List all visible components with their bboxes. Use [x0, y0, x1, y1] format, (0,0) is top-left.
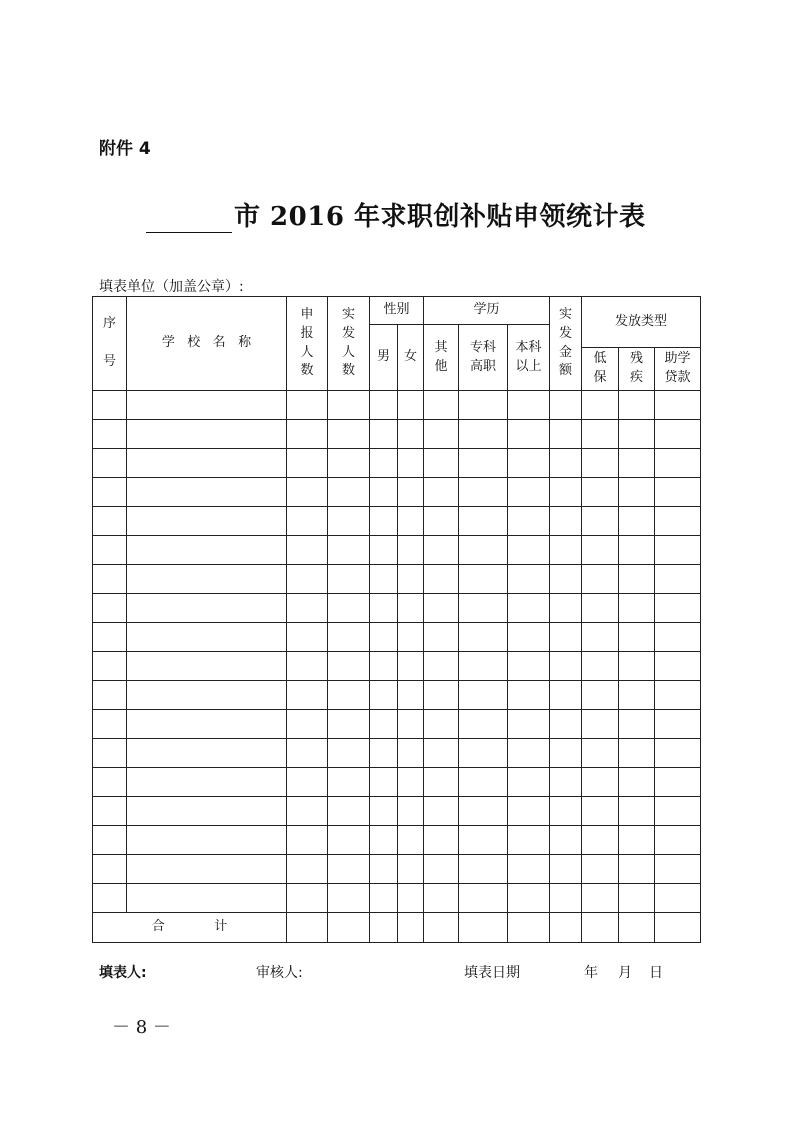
cell-school: [127, 884, 287, 913]
cell-dibao: [582, 826, 619, 855]
cell-female: [398, 652, 424, 681]
cell-bachelor: [508, 420, 550, 449]
header-school-name: 学 校 名 称: [127, 297, 287, 391]
header-type-low-income: 低 保: [582, 348, 619, 391]
cell-applied: [287, 623, 328, 652]
cell-applied: [287, 826, 328, 855]
cell-bachelor: [508, 565, 550, 594]
fill-date-label: 填表日期: [464, 965, 520, 981]
header-distribution-type: 发放类型: [582, 297, 701, 348]
cell-other: [424, 826, 459, 855]
cell-loan: [655, 478, 701, 507]
cell-seq: [93, 391, 127, 420]
header-edu-bachelor: 本科 以上: [508, 325, 550, 391]
page-number: － 8 －: [112, 1017, 171, 1038]
cell-dibao: [582, 420, 619, 449]
cell-disabled: [619, 565, 655, 594]
cell-loan: [655, 507, 701, 536]
cell-issued: [328, 652, 370, 681]
cell-other: [424, 565, 459, 594]
fill-unit-label: 填表单位（加盖公章）:: [99, 279, 244, 295]
cell-applied: [287, 710, 328, 739]
table-row: [93, 710, 701, 739]
cell-bachelor: [508, 797, 550, 826]
cell-female: [398, 391, 424, 420]
header-edu-junior-college: 专科 高职: [459, 325, 508, 391]
cell-loan: [655, 536, 701, 565]
cell-applied: [287, 797, 328, 826]
cell-applied: [287, 739, 328, 768]
table-row: [93, 565, 701, 594]
cell-male: [370, 478, 398, 507]
total-cell: [328, 913, 370, 943]
city-blank-line: [146, 198, 232, 233]
cell-bachelor: [508, 449, 550, 478]
total-cell: [287, 913, 328, 943]
cell-disabled: [619, 391, 655, 420]
cell-school: [127, 768, 287, 797]
cell-dibao: [582, 797, 619, 826]
cell-other: [424, 391, 459, 420]
cell-seq: [93, 710, 127, 739]
cell-disabled: [619, 855, 655, 884]
cell-female: [398, 797, 424, 826]
cell-issued: [328, 507, 370, 536]
cell-school: [127, 855, 287, 884]
cell-seq: [93, 739, 127, 768]
table-row: [93, 652, 701, 681]
table-row: [93, 739, 701, 768]
title-block: [146, 196, 645, 233]
statistics-table: [92, 296, 701, 943]
cell-disabled: [619, 652, 655, 681]
cell-male: [370, 623, 398, 652]
cell-junior: [459, 623, 508, 652]
cell-disabled: [619, 507, 655, 536]
table-row: [93, 623, 701, 652]
cell-amount: [550, 768, 582, 797]
cell-male: [370, 420, 398, 449]
cell-applied: [287, 768, 328, 797]
cell-junior: [459, 478, 508, 507]
cell-school: [127, 594, 287, 623]
cell-amount: [550, 391, 582, 420]
total-cell: [655, 913, 701, 943]
cell-loan: [655, 623, 701, 652]
cell-other: [424, 652, 459, 681]
cell-male: [370, 391, 398, 420]
cell-junior: [459, 768, 508, 797]
cell-loan: [655, 797, 701, 826]
cell-disabled: [619, 797, 655, 826]
cell-amount: [550, 449, 582, 478]
cell-other: [424, 507, 459, 536]
cell-junior: [459, 420, 508, 449]
cell-loan: [655, 391, 701, 420]
cell-female: [398, 507, 424, 536]
cell-disabled: [619, 768, 655, 797]
cell-male: [370, 681, 398, 710]
header-male: 男: [370, 325, 398, 391]
cell-bachelor: [508, 623, 550, 652]
cell-amount: [550, 710, 582, 739]
cell-issued: [328, 768, 370, 797]
cell-amount: [550, 478, 582, 507]
cell-female: [398, 449, 424, 478]
cell-disabled: [619, 623, 655, 652]
cell-loan: [655, 420, 701, 449]
cell-disabled: [619, 536, 655, 565]
total-row: [93, 913, 701, 943]
cell-issued: [328, 884, 370, 913]
cell-school: [127, 507, 287, 536]
cell-issued: [328, 536, 370, 565]
cell-male: [370, 739, 398, 768]
cell-dibao: [582, 768, 619, 797]
cell-bachelor: [508, 478, 550, 507]
cell-dibao: [582, 855, 619, 884]
cell-other: [424, 768, 459, 797]
cell-other: [424, 681, 459, 710]
reviewer-label: 审核人:: [256, 965, 303, 981]
cell-issued: [328, 565, 370, 594]
cell-issued: [328, 855, 370, 884]
cell-male: [370, 565, 398, 594]
year-label: 年: [584, 965, 598, 981]
cell-female: [398, 594, 424, 623]
cell-disabled: [619, 826, 655, 855]
cell-school: [127, 623, 287, 652]
table-row: [93, 855, 701, 884]
cell-other: [424, 449, 459, 478]
cell-seq: [93, 884, 127, 913]
cell-amount: [550, 652, 582, 681]
table-row: [93, 884, 701, 913]
cell-female: [398, 855, 424, 884]
cell-amount: [550, 594, 582, 623]
cell-applied: [287, 594, 328, 623]
cell-seq: [93, 478, 127, 507]
header-edu-other: 其 他: [424, 325, 459, 391]
cell-loan: [655, 710, 701, 739]
filler-label: 填表人:: [99, 965, 147, 981]
cell-loan: [655, 884, 701, 913]
cell-bachelor: [508, 884, 550, 913]
cell-issued: [328, 391, 370, 420]
cell-school: [127, 652, 287, 681]
cell-dibao: [582, 652, 619, 681]
cell-school: [127, 739, 287, 768]
cell-seq: [93, 681, 127, 710]
header-education: 学历: [424, 297, 550, 325]
cell-issued: [328, 739, 370, 768]
total-label: 合 计: [93, 913, 287, 943]
cell-bachelor: [508, 507, 550, 536]
cell-other: [424, 710, 459, 739]
cell-dibao: [582, 536, 619, 565]
cell-junior: [459, 449, 508, 478]
cell-school: [127, 710, 287, 739]
cell-amount: [550, 623, 582, 652]
cell-amount: [550, 507, 582, 536]
cell-disabled: [619, 449, 655, 478]
cell-other: [424, 478, 459, 507]
header-female: 女: [398, 325, 424, 391]
cell-issued: [328, 710, 370, 739]
cell-junior: [459, 739, 508, 768]
cell-female: [398, 565, 424, 594]
cell-amount: [550, 884, 582, 913]
cell-seq: [93, 420, 127, 449]
cell-bachelor: [508, 768, 550, 797]
cell-other: [424, 797, 459, 826]
cell-seq: [93, 623, 127, 652]
header-issued-count: 实 发 人 数: [328, 297, 370, 391]
cell-male: [370, 884, 398, 913]
cell-male: [370, 594, 398, 623]
cell-seq: [93, 594, 127, 623]
table-row: [93, 594, 701, 623]
cell-seq: [93, 855, 127, 884]
cell-loan: [655, 855, 701, 884]
header-type-student-loan: 助学 贷款: [655, 348, 701, 391]
cell-dibao: [582, 507, 619, 536]
cell-dibao: [582, 884, 619, 913]
cell-amount: [550, 681, 582, 710]
cell-dibao: [582, 391, 619, 420]
cell-applied: [287, 884, 328, 913]
cell-applied: [287, 478, 328, 507]
total-cell: [619, 913, 655, 943]
header-row-1: [93, 297, 701, 325]
header-type-disabled: 残 疾: [619, 348, 655, 391]
cell-female: [398, 884, 424, 913]
cell-male: [370, 507, 398, 536]
table-row: [93, 826, 701, 855]
cell-disabled: [619, 710, 655, 739]
cell-male: [370, 855, 398, 884]
cell-junior: [459, 884, 508, 913]
cell-bachelor: [508, 536, 550, 565]
table-row: [93, 507, 701, 536]
header-applied-count: 申 报 人 数: [287, 297, 328, 391]
cell-school: [127, 565, 287, 594]
cell-dibao: [582, 739, 619, 768]
cell-dibao: [582, 594, 619, 623]
cell-junior: [459, 565, 508, 594]
cell-other: [424, 420, 459, 449]
cell-applied: [287, 420, 328, 449]
cell-loan: [655, 826, 701, 855]
cell-loan: [655, 681, 701, 710]
day-label: 日: [649, 965, 663, 981]
cell-female: [398, 768, 424, 797]
cell-school: [127, 536, 287, 565]
cell-seq: [93, 652, 127, 681]
cell-female: [398, 739, 424, 768]
cell-dibao: [582, 565, 619, 594]
table-row: [93, 536, 701, 565]
cell-male: [370, 768, 398, 797]
table-row: [93, 449, 701, 478]
cell-disabled: [619, 594, 655, 623]
cell-bachelor: [508, 855, 550, 884]
cell-seq: [93, 826, 127, 855]
cell-seq: [93, 536, 127, 565]
cell-school: [127, 826, 287, 855]
cell-issued: [328, 478, 370, 507]
cell-seq: [93, 449, 127, 478]
header-amount: 实 发 金 额: [550, 297, 582, 391]
table-row: [93, 797, 701, 826]
cell-school: [127, 478, 287, 507]
cell-applied: [287, 855, 328, 884]
cell-female: [398, 478, 424, 507]
cell-applied: [287, 449, 328, 478]
cell-female: [398, 710, 424, 739]
cell-bachelor: [508, 681, 550, 710]
month-label: 月: [618, 965, 632, 981]
cell-dibao: [582, 478, 619, 507]
cell-school: [127, 449, 287, 478]
cell-loan: [655, 594, 701, 623]
total-cell: [370, 913, 398, 943]
cell-loan: [655, 652, 701, 681]
cell-amount: [550, 797, 582, 826]
cell-bachelor: [508, 739, 550, 768]
total-cell: [508, 913, 550, 943]
cell-other: [424, 594, 459, 623]
cell-issued: [328, 449, 370, 478]
cell-bachelor: [508, 652, 550, 681]
cell-junior: [459, 652, 508, 681]
cell-disabled: [619, 884, 655, 913]
table-row: [93, 420, 701, 449]
cell-junior: [459, 681, 508, 710]
cell-junior: [459, 391, 508, 420]
cell-seq: [93, 507, 127, 536]
cell-issued: [328, 623, 370, 652]
cell-female: [398, 681, 424, 710]
cell-disabled: [619, 420, 655, 449]
cell-junior: [459, 826, 508, 855]
total-cell: [424, 913, 459, 943]
cell-school: [127, 797, 287, 826]
table-row: [93, 391, 701, 420]
cell-issued: [328, 797, 370, 826]
cell-seq: [93, 768, 127, 797]
cell-issued: [328, 420, 370, 449]
cell-applied: [287, 681, 328, 710]
cell-junior: [459, 594, 508, 623]
cell-male: [370, 797, 398, 826]
cell-female: [398, 826, 424, 855]
attachment-label: 附件 4: [99, 139, 151, 159]
cell-male: [370, 449, 398, 478]
cell-disabled: [619, 478, 655, 507]
total-cell: [550, 913, 582, 943]
header-gender: 性别: [370, 297, 424, 325]
cell-amount: [550, 855, 582, 884]
cell-bachelor: [508, 594, 550, 623]
cell-other: [424, 536, 459, 565]
table-row: [93, 478, 701, 507]
cell-amount: [550, 739, 582, 768]
total-cell: [459, 913, 508, 943]
cell-dibao: [582, 449, 619, 478]
cell-school: [127, 681, 287, 710]
page-title: 市 2016 年求职创补贴申领统计表: [234, 202, 646, 232]
cell-loan: [655, 768, 701, 797]
cell-junior: [459, 710, 508, 739]
cell-applied: [287, 507, 328, 536]
total-cell: [582, 913, 619, 943]
cell-disabled: [619, 739, 655, 768]
table-row: [93, 681, 701, 710]
cell-issued: [328, 826, 370, 855]
header-seq: 序 号: [93, 297, 127, 391]
cell-applied: [287, 391, 328, 420]
cell-male: [370, 536, 398, 565]
cell-loan: [655, 739, 701, 768]
cell-applied: [287, 652, 328, 681]
cell-issued: [328, 594, 370, 623]
cell-male: [370, 710, 398, 739]
cell-junior: [459, 507, 508, 536]
total-cell: [398, 913, 424, 943]
cell-other: [424, 739, 459, 768]
cell-disabled: [619, 681, 655, 710]
cell-amount: [550, 536, 582, 565]
cell-bachelor: [508, 710, 550, 739]
cell-bachelor: [508, 391, 550, 420]
cell-loan: [655, 449, 701, 478]
cell-junior: [459, 797, 508, 826]
cell-amount: [550, 826, 582, 855]
cell-amount: [550, 565, 582, 594]
cell-issued: [328, 681, 370, 710]
cell-male: [370, 652, 398, 681]
cell-male: [370, 826, 398, 855]
cell-female: [398, 420, 424, 449]
cell-applied: [287, 536, 328, 565]
cell-seq: [93, 565, 127, 594]
cell-bachelor: [508, 826, 550, 855]
cell-other: [424, 855, 459, 884]
cell-junior: [459, 536, 508, 565]
cell-female: [398, 536, 424, 565]
cell-school: [127, 391, 287, 420]
cell-loan: [655, 565, 701, 594]
cell-dibao: [582, 681, 619, 710]
cell-female: [398, 623, 424, 652]
cell-other: [424, 623, 459, 652]
cell-amount: [550, 420, 582, 449]
cell-other: [424, 884, 459, 913]
cell-applied: [287, 565, 328, 594]
table-row: [93, 768, 701, 797]
cell-dibao: [582, 710, 619, 739]
cell-dibao: [582, 623, 619, 652]
cell-seq: [93, 797, 127, 826]
cell-junior: [459, 855, 508, 884]
cell-school: [127, 420, 287, 449]
